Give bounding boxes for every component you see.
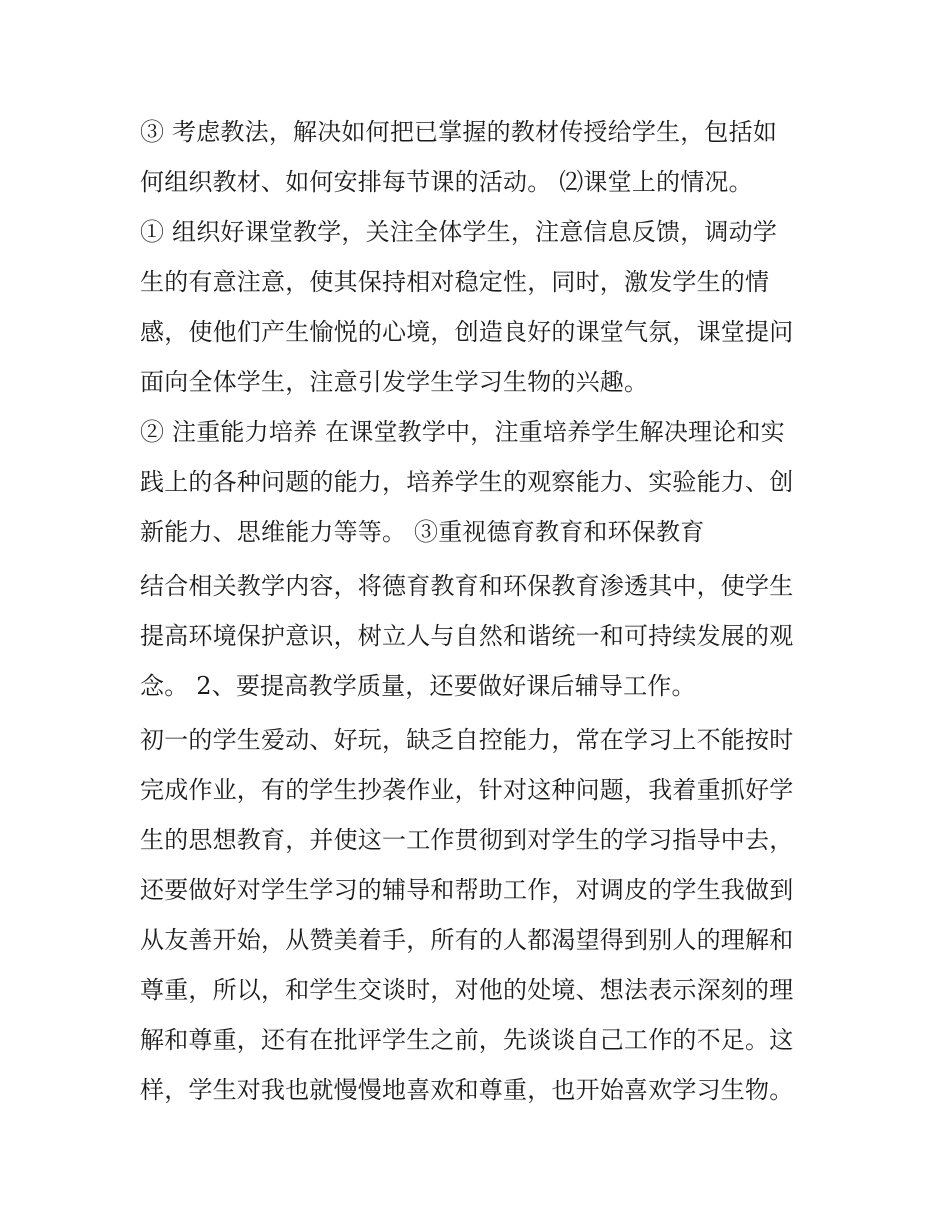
- text-line: 何组织教材、如何安排每节课的活动。 ⑵课堂上的情况。: [140, 168, 753, 196]
- text-line: 践上的各种问题的能力，培养学生的观察能力、实验能力、创: [140, 468, 794, 496]
- text-line: ③ 考虑教法，解决如何把已掌握的教材传授给学生，包括如: [140, 118, 778, 146]
- text-line: 面向全体学生，注意引发学生学习生物的兴趣。: [140, 368, 649, 396]
- text-line: 新能力、思维能力等等。 ③重视德育教育和环保教育: [140, 518, 705, 546]
- text-line: 生的思想教育，并使这一工作贯彻到对学生的学习指导中去，: [140, 826, 794, 854]
- text-line: 从友善开始，从赞美着手，所有的人都渴望得到别人的理解和: [140, 926, 794, 954]
- text-line: 完成作业，有的学生抄袭作业，针对这种问题，我着重抓好学: [140, 776, 794, 804]
- text-line: 解和尊重，还有在批评学生之前，先谈谈自己工作的不足。这: [140, 1026, 794, 1054]
- text-line: 初一的学生爱动、好玩，缺乏自控能力，常在学习上不能按时: [140, 726, 794, 754]
- text-line: ① 组织好课堂教学，关注全体学生，注意信息反馈，调动学: [140, 218, 778, 246]
- text-line: ② 注重能力培养 在课堂教学中，注重培养学生解决理论和实: [140, 418, 785, 446]
- text-line: 尊重，所以，和学生交谈时，对他的处境、想法表示深刻的理: [140, 976, 794, 1004]
- text-line: 还要做好对学生学习的辅导和帮助工作，对调皮的学生我做到: [140, 876, 794, 904]
- text-line: 结合相关教学内容，将德育教育和环保教育渗透其中，使学生: [140, 572, 794, 600]
- text-line: 生的有意注意，使其保持相对稳定性，同时，激发学生的情: [140, 268, 770, 296]
- text-line: 样，学生对我也就慢慢地喜欢和尊重，也开始喜欢学习生物。: [140, 1076, 794, 1104]
- text-line: 感，使他们产生愉悦的心境，创造良好的课堂气氛，课堂提问: [140, 318, 794, 346]
- text-line: 提高环境保护意识，树立人与自然和谐统一和可持续发展的观: [140, 622, 794, 650]
- text-line: 念。 2、要提高教学质量，还要做好课后辅导工作。: [140, 672, 696, 700]
